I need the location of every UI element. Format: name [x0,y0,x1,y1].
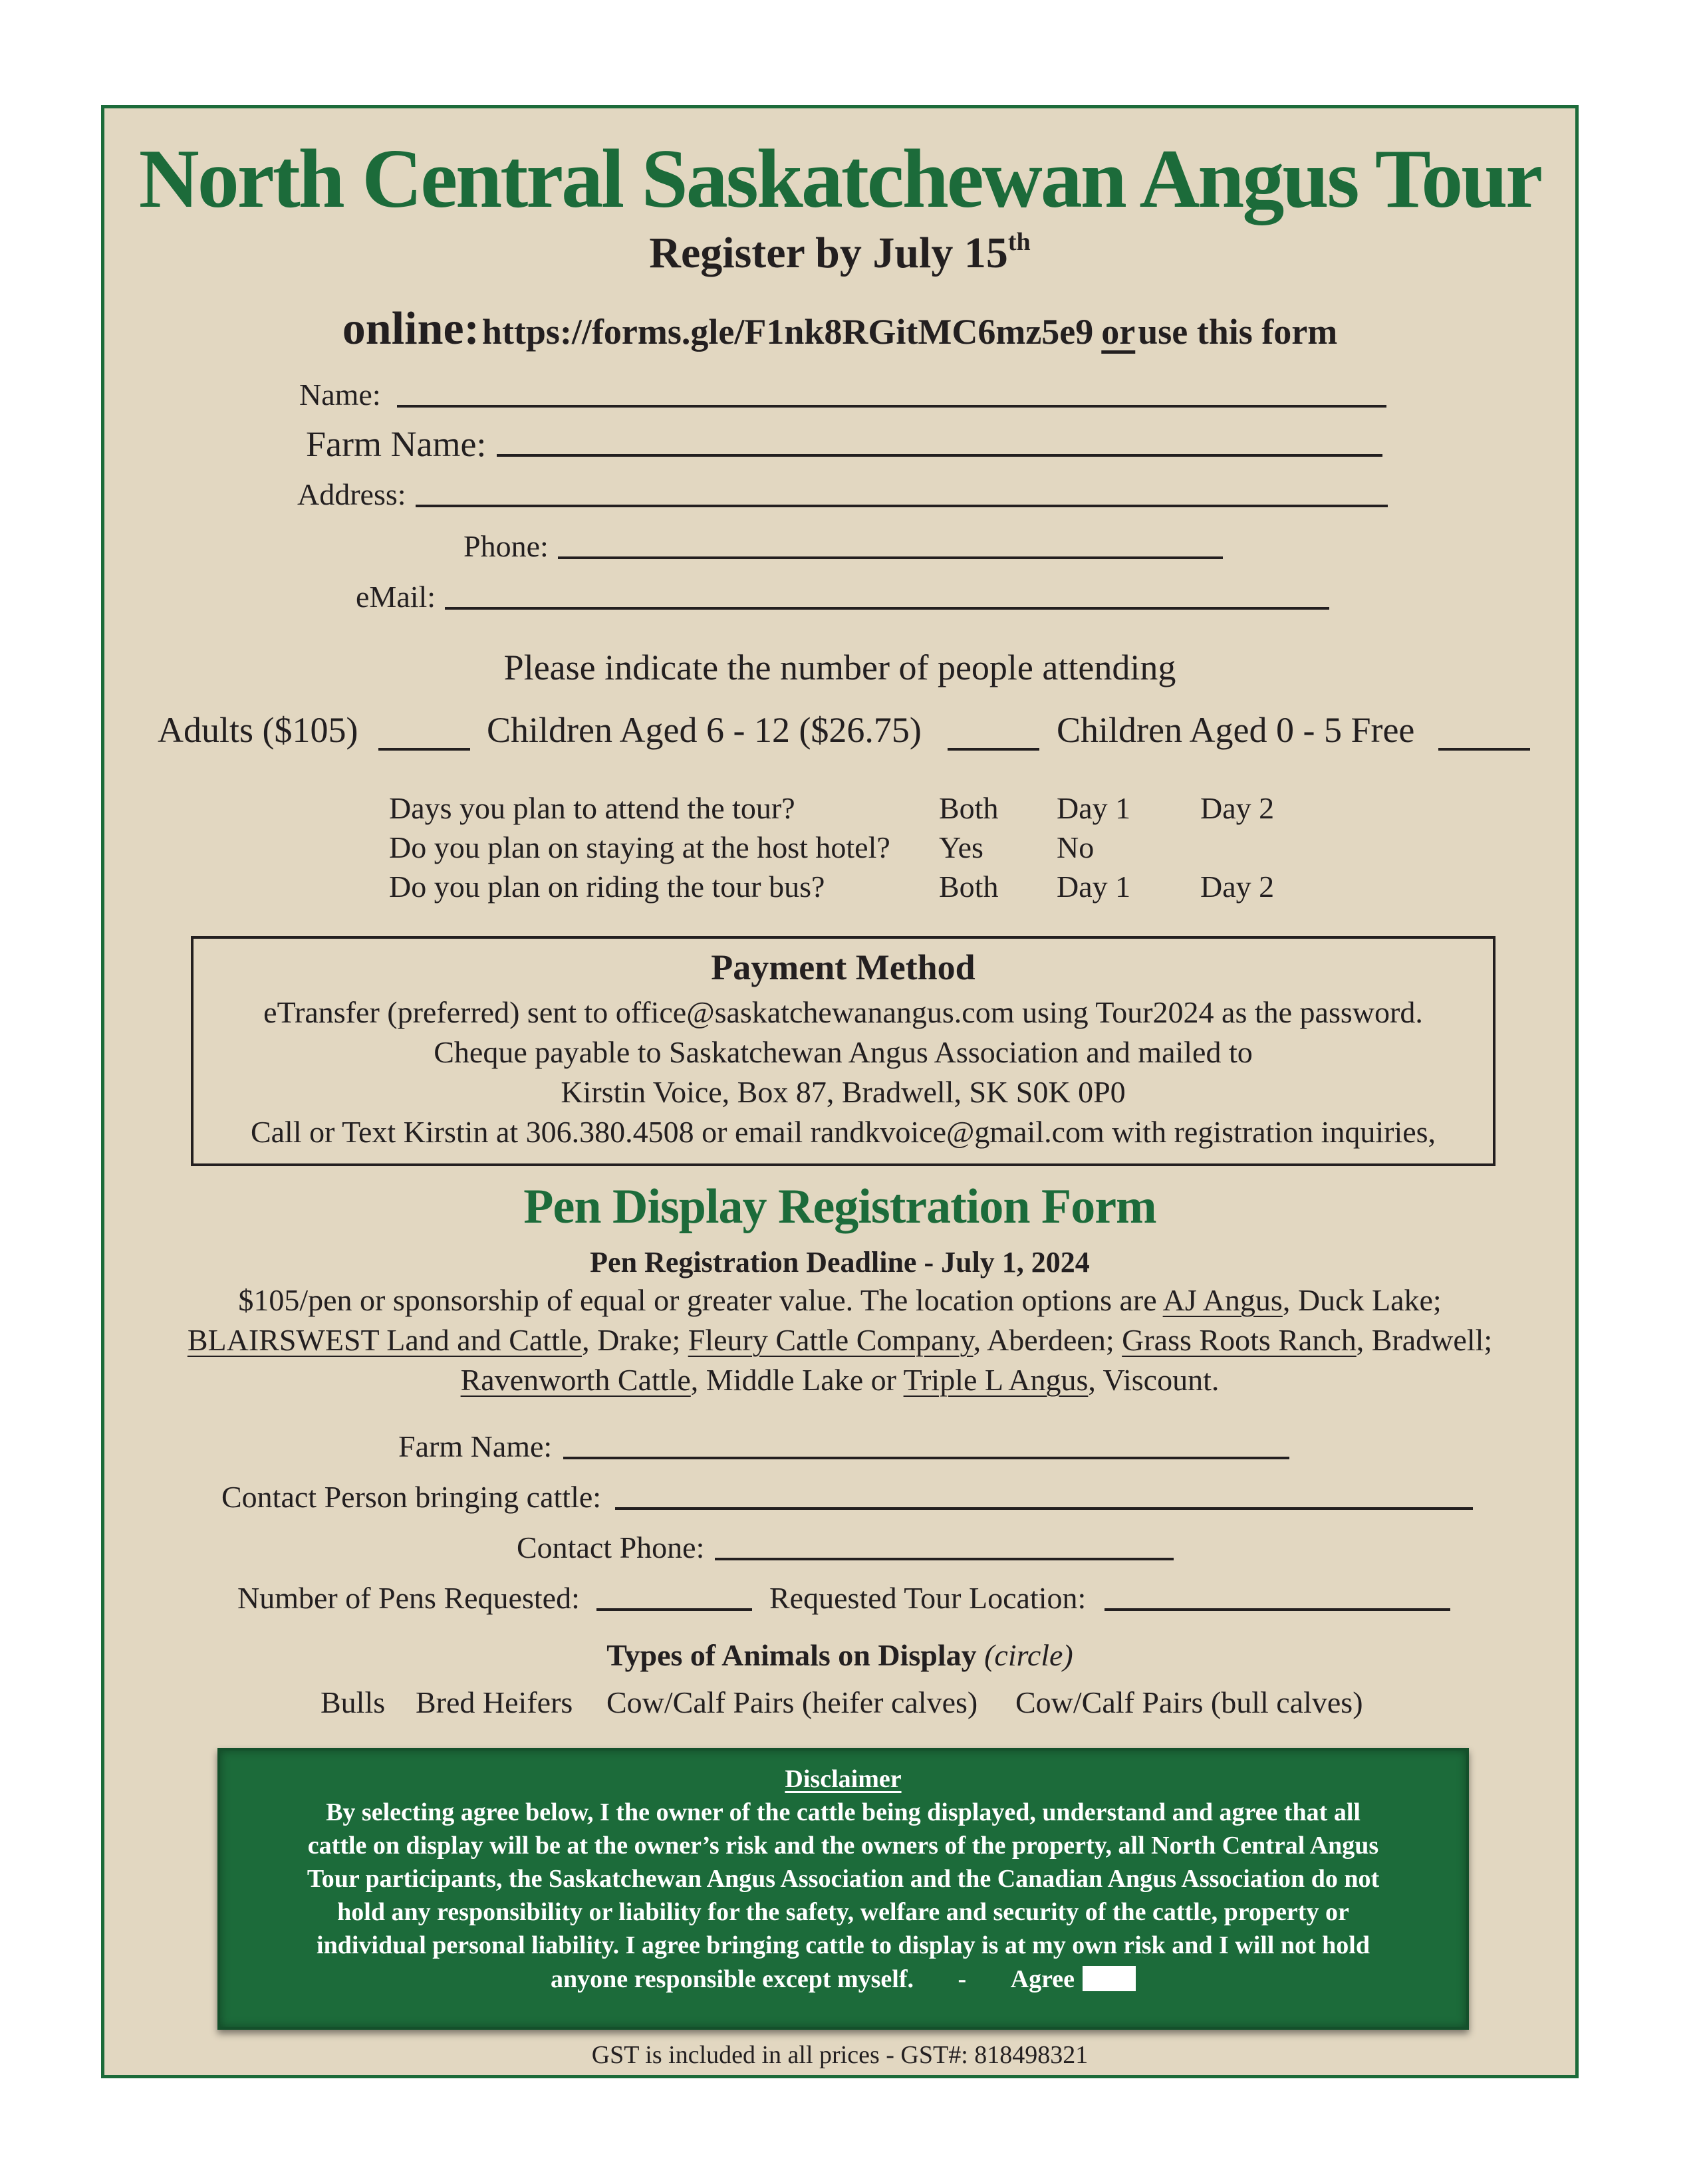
option-bus-both[interactable]: Both [939,870,999,904]
pen-desc-text: , Middle Lake or [690,1363,904,1397]
pen-desc-text: , Viscount. [1088,1363,1220,1397]
animal-option-bull-calves[interactable]: Cow/Calf Pairs (bull calves) [1015,1685,1363,1719]
adults-count-field[interactable] [378,748,470,751]
gst-note: GST is included in all prices - GST#: 818498321 [591,2041,1089,2069]
name-field[interactable] [397,405,1386,408]
option-bus-day1[interactable]: Day 1 [1057,870,1131,904]
location-aj-angus: AJ Angus [1162,1283,1283,1317]
payment-line-contact: Call or Text Kirstin at 306.380.4508 or email randkvoice@gmail.com with registration inquiries, [250,1115,1436,1149]
option-bus-day2[interactable]: Day 2 [1200,870,1275,904]
pen-description-line-1 [104,1285,1575,1316]
disclaimer-line: hold any responsibility or liability for the safety, welfare and security of the cattle, property or [337,1898,1349,1926]
phone-label: Phone: [463,529,549,563]
animal-types-title [104,1638,1575,1673]
payment-method-box [191,936,1496,1166]
name-label: Name: [299,378,381,412]
pen-section-title: Pen Display Registration Form [523,1179,1156,1234]
phone-field[interactable] [558,556,1223,559]
children-6-12-label: Children Aged 6 - 12 ($26.75) [487,710,922,750]
payment-line-address: Kirstin Voice, Box 87, Bradwell, SK S0K 0P0 [561,1075,1126,1109]
option-days-day1[interactable]: Day 1 [1057,791,1131,825]
payment-line-etransfer: eTransfer (preferred) sent to office@saskatchewanangus.com using Tour2024 as the password. [263,995,1423,1029]
pen-desc-text: , Drake; [582,1323,688,1357]
disclaimer-dash: - [958,1965,967,1993]
num-pens-label: Number of Pens Requested: [237,1581,580,1615]
num-pens-field[interactable] [596,1608,752,1611]
farm-name-field[interactable] [497,454,1382,457]
pen-desc-text: , Aberdeen; [973,1323,1122,1357]
contact-person-label: Contact Person bringing cattle: [221,1480,602,1514]
agree-checkbox[interactable] [1083,1966,1136,1991]
option-hotel-yes[interactable]: Yes [939,830,983,864]
pen-desc-text: , Bradwell; [1356,1323,1493,1357]
disclaimer-line: anyone responsible except myself. [550,1965,914,1993]
payment-line-cheque: Cheque payable to Saskatchewan Angus Association and mailed to [434,1035,1253,1069]
tour-location-field[interactable] [1105,1608,1450,1611]
disclaimer-line: individual personal liability. I agree bringing cattle to display is at my own risk and I will not hold [317,1931,1370,1959]
contact-phone-field[interactable] [715,1558,1174,1560]
adults-label: Adults ($105) [158,710,358,750]
children-0-5-label: Children Aged 0 - 5 Free [1057,710,1415,750]
option-days-day2[interactable]: Day 2 [1200,791,1275,825]
disclaimer-last-line [220,1966,1466,1992]
attendance-prompt: Please indicate the number of people attending [503,648,1176,687]
disclaimer-line: cattle on display will be at the owner’s risk and the owners of the property, all North Central Angus [307,1832,1379,1860]
pen-description-line-2 [104,1325,1575,1356]
disclaimer-heading: Disclaimer [785,1765,902,1793]
location-triple-l: Triple L Angus [903,1363,1089,1397]
disclaimer-line: By selecting agree below, I the owner of the cattle being displayed, understand and agree that all [326,1798,1361,1826]
registration-form [101,105,1579,2078]
online-label: online: [342,303,479,354]
address-field[interactable] [416,505,1388,507]
register-deadline [104,227,1575,279]
animal-option-bred-heifers[interactable]: Bred Heifers [416,1685,573,1719]
page-title: North Central Saskatchewan Angus Tour [138,133,1541,225]
location-fleury: Fleury Cattle Company [688,1323,974,1357]
option-hotel-no[interactable]: No [1057,830,1095,864]
farm-name-label: Farm Name: [306,424,487,464]
pen-description-line-3 [104,1365,1575,1395]
online-url-link[interactable]: https://forms.gle/F1nk8RGitMC6mz5e9 [481,312,1094,352]
register-suffix: th [1007,228,1031,256]
email-field[interactable] [445,607,1329,610]
disclaimer-box [217,1748,1469,2030]
question-hotel: Do you plan on staying at the host hotel? [389,830,890,864]
contact-person-field[interactable] [615,1507,1473,1510]
pen-desc-text: , Duck Lake; [1282,1283,1442,1317]
location-grass-roots: Grass Roots Ranch [1122,1323,1357,1357]
animal-types-heading: Types of Animals on Display [606,1638,977,1672]
disclaimer-line: Tour participants, the Saskatchewan Angus Association and the Canadian Angus Association do not [307,1865,1380,1893]
question-days: Days you plan to attend the tour? [389,791,795,825]
children-6-12-count-field[interactable] [948,748,1039,751]
payment-heading: Payment Method [711,947,976,987]
online-registration [104,301,1575,357]
pen-farm-name-field[interactable] [563,1457,1289,1459]
address-label: Address: [297,477,406,511]
tour-location-label: Requested Tour Location: [769,1581,1087,1615]
option-days-both[interactable]: Both [939,791,999,825]
pen-farm-name-label: Farm Name: [398,1429,553,1463]
agree-label: Agree [1010,1965,1075,1993]
animal-option-heifer-calves[interactable]: Cow/Calf Pairs (heifer calves) [606,1685,978,1719]
online-or: or [1101,312,1136,352]
animal-types-note: (circle) [984,1638,1073,1672]
question-bus: Do you plan on riding the tour bus? [389,870,825,904]
children-0-5-count-field[interactable] [1438,748,1530,751]
email-label: eMail: [356,580,436,614]
location-blairswest: BLAIRSWEST Land and Cattle [187,1323,583,1357]
contact-phone-label: Contact Phone: [517,1530,705,1564]
location-ravenworth: Ravenworth Cattle [460,1363,691,1397]
animal-option-bulls[interactable]: Bulls [321,1685,386,1719]
pen-desc-text: $105/pen or sponsorship of equal or greater value. The location options are [238,1283,1163,1317]
pen-deadline: Pen Registration Deadline - July 1, 2024 [590,1246,1090,1278]
online-suffix: use this form [1138,312,1338,352]
register-text: Register by July 15 [649,229,1008,277]
